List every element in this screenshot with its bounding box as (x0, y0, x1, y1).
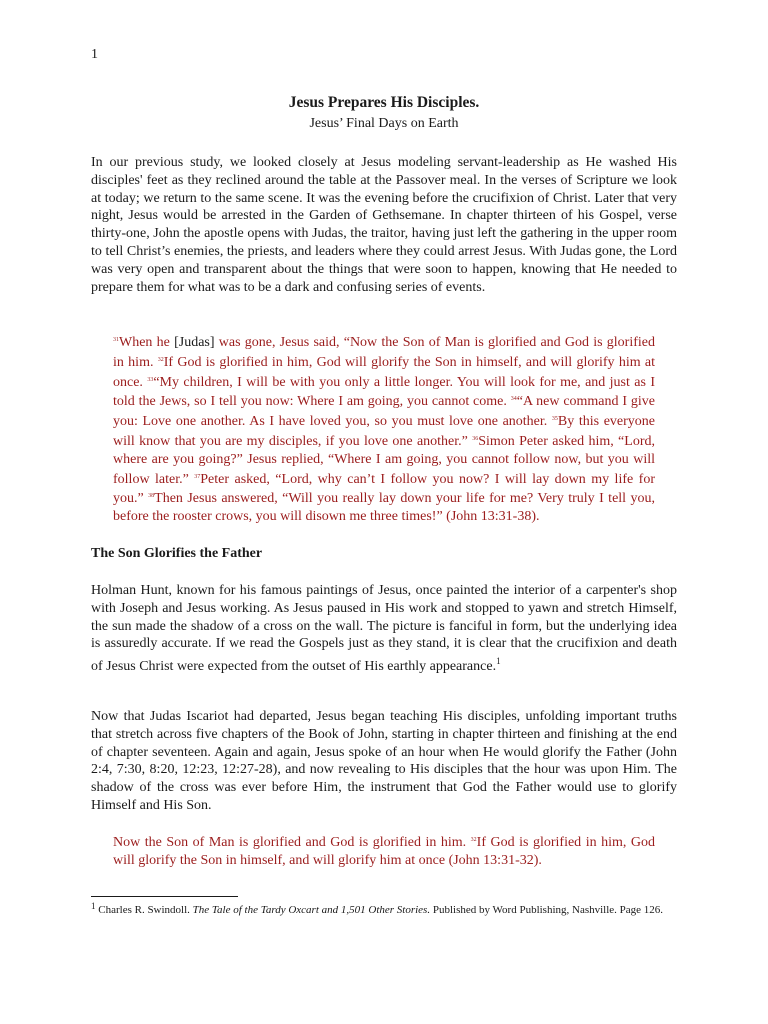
verse-text: Now the Son of Man is glorified and God is glorified in him. (113, 835, 471, 850)
footnote-divider (91, 896, 238, 897)
scripture-quote-john-13-31-32 (113, 832, 655, 870)
verse-number: 32 (157, 356, 164, 363)
scripture-quote-john-13-31-38 (113, 332, 655, 526)
page-subtitle: Jesus’ Final Days on Earth (309, 116, 459, 131)
footnote-author: Charles R. Swindoll. (98, 904, 193, 916)
verse-text: Peter asked, “Lord, why can’t I follow you now? I will lay down my life for you.” (113, 471, 655, 507)
bracket-note: [Judas] (174, 335, 215, 350)
verse-number: 31 (113, 337, 119, 343)
intro-paragraph: In our previous study, we looked closely at Jesus modeling servant-leadership as He washed His disciples' feet as they reclined around the table at the Passover meal. In the verses of Scripture we look at today; we return to the same scene. It was the evening before the crucifixion of Christ. Later that very night, Jesus would be arrested in the Garden of Gethsemane. In chapter thirteen of his Gospel, verse thirty-one, John the apostle opens with Judas, the traitor, having just left the gathering in the upper room to tell Christ’s enemies, the priests, and leaders where they could arrest Jesus. With Judas gone, the Lord was very open and transparent about the things that were soon to happen, knowing that He needed to prepare them for what was to be a dark and confusing series of events. (91, 155, 677, 295)
section-heading: The Son Glorifies the Father (91, 546, 263, 561)
verse-number: 33 (147, 376, 154, 383)
verse-number: 36 (472, 435, 479, 442)
verse-text: When he (119, 335, 175, 350)
body-paragraph-judas: Now that Judas Iscariot had departed, Jesus began teaching His disciples, unfolding important truths that stretch across five chapters of the Book of John, starting in chapter thirteen and finishing at the end of chapter seventeen. Again and again, Jesus spoke of an hour when He would glorify the Father (John 2:4, 7:30, 8:20, 12:23, 12:27-28), and now revealing to His disciples that the hour was upon Him. The shadow of the cross was ever before Him, the instrument that God the Father would use to glorify Himself and His Son. (91, 709, 677, 813)
verse-text: Simon Peter asked him, “Lord, where are you going?” Jesus replied, “Where I am going, you cannot follow now, but you will follow later.” (113, 433, 655, 487)
page-number: 1 (91, 47, 98, 62)
verse-text: Then Jesus answered, “Will you really lay down your life for me? Very truly I tell you, before the rooster crows, you will disown me three times!” (John 13:31-38). (113, 491, 656, 525)
verse-text: If God is glorified in him, God will glorify the Son in himself, and will glorify him at once (John 13:31-32). (113, 835, 655, 868)
footnote-publisher: Published by Word Publishing, Nashville. Page 126. (430, 904, 664, 916)
verse-text: If God is glorified in him, God will glorify the Son in himself, and will glorify him at once. (113, 354, 655, 390)
paragraph-text: Holman Hunt, known for his famous paintings of Jesus, once painted the interior of a carpenter's shop with Joseph and Jesus working. As Jesus paused in His work and stopped to yawn and stretch Himself, the sun made the shadow of a cross on the wall. The picture is fanciful in form, but the underlying idea is assuredly accurate. If we read the Gospels just as they stand, it is clear that the crucifixion and death of Jesus Christ were expected from the outset of His earthly appearance. (91, 583, 677, 675)
footnote-mark: 1 (91, 901, 96, 911)
footnote-reference: 1 (496, 656, 501, 667)
verse-text: By this everyone will know that you are my disciples, if you love one another.” (113, 414, 655, 449)
verse-number: 34 (510, 396, 517, 403)
verse-number: 37 (194, 473, 201, 480)
verse-text: “My children, I will be with you only a little longer. You will look for me, and just as I told the Jews, so I tell you now: Where I am going, you cannot come. (113, 374, 655, 410)
verse-text: “A new command I give you: Love one another. As I have loved you, so you must love one another. (113, 394, 655, 430)
verse-number: 35 (551, 416, 558, 423)
page-title: Jesus Prepares His Disciples. (288, 94, 480, 111)
body-paragraph-hunt (91, 582, 677, 676)
verse-number: 38 (148, 493, 155, 500)
verse-number: 32 (470, 837, 477, 843)
footnote (91, 899, 681, 918)
verse-text: was gone, Jesus said, “Now the Son of Man is glorified and God is glorified in him. (113, 335, 655, 370)
footnote-book-title: The Tale of the Tardy Oxcart and 1,501 Other Stories. (192, 904, 431, 916)
